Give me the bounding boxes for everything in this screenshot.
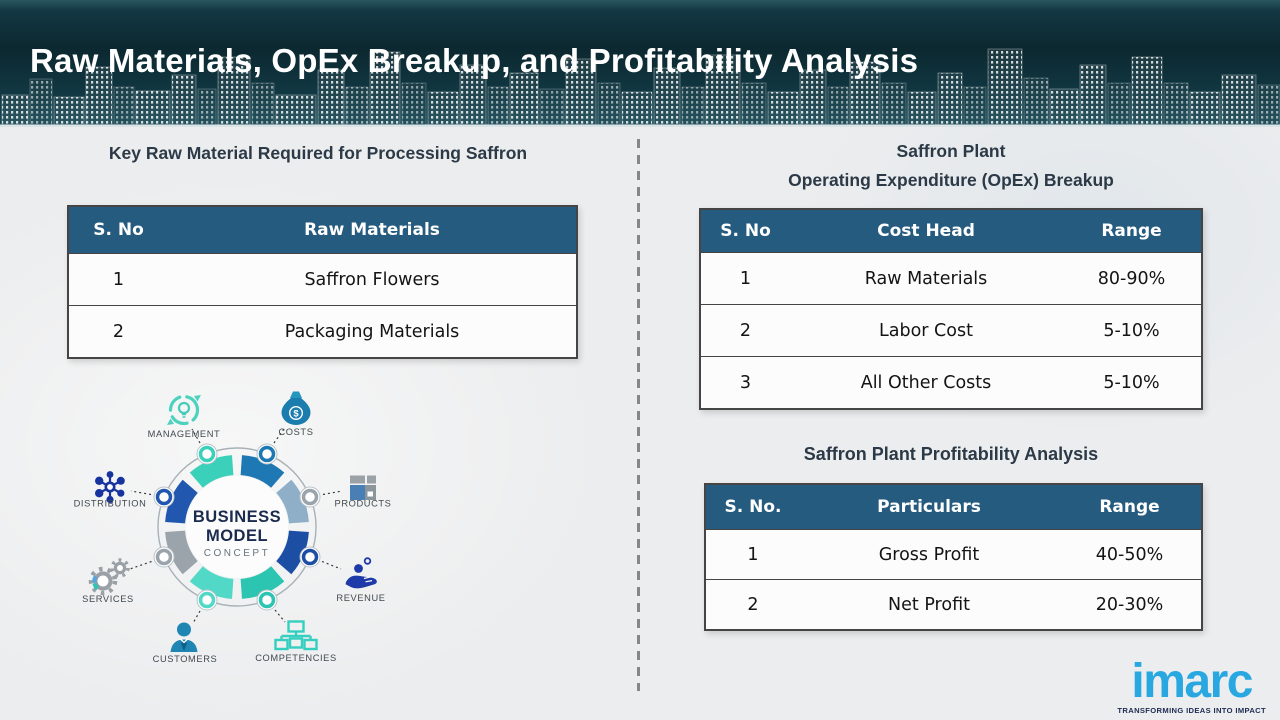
services-label: SERVICES	[82, 594, 134, 604]
column-header-range: Range	[1062, 209, 1202, 253]
cell-cost-head: Raw Materials	[790, 253, 1062, 305]
raw-materials-table	[67, 205, 578, 359]
column-header-range: Range	[1058, 484, 1202, 530]
column-header-sno: S. No	[68, 206, 168, 254]
cell-range: 20-30%	[1058, 580, 1202, 631]
table-header-row	[68, 206, 577, 254]
opex-table	[699, 208, 1203, 410]
opex-title	[662, 137, 1240, 195]
opex-title-line1: Saffron Plant	[896, 141, 1006, 161]
page-title: Raw Materials, OpEx Breakup, and Profitability Analysis	[30, 42, 919, 79]
gears-icon	[91, 560, 128, 593]
cell-raw-material: Packaging Materials	[168, 306, 577, 359]
table-header-row	[700, 209, 1202, 253]
package-box-icon	[350, 476, 376, 501]
table-header-row	[705, 484, 1202, 530]
cell-range: 80-90%	[1062, 253, 1202, 305]
imarc-logo	[1117, 655, 1266, 715]
column-header-raw-materials: Raw Materials	[168, 206, 577, 254]
competencies-label: COMPETENCIES	[255, 653, 337, 663]
cell-range: 5-10%	[1062, 357, 1202, 410]
diagram-center-line2: MODEL	[205, 527, 269, 545]
cell-sno: 3	[700, 357, 790, 410]
money-bag-icon	[282, 392, 311, 426]
cycle-lightbulb-icon	[166, 392, 202, 428]
column-header-particulars: Particulars	[800, 484, 1058, 530]
table-row	[705, 580, 1202, 631]
table-row	[705, 530, 1202, 580]
hand-coins-icon	[346, 558, 377, 588]
profitability-table	[704, 483, 1203, 631]
table-row	[68, 306, 577, 359]
cell-sno: 1	[705, 530, 800, 580]
distribution-label: DISTRIBUTION	[73, 498, 147, 509]
costs-label: COSTS	[278, 427, 314, 437]
cell-range: 5-10%	[1062, 305, 1202, 357]
cell-cost-head: All Other Costs	[790, 357, 1062, 410]
cell-particulars: Net Profit	[800, 580, 1058, 631]
cell-particulars: Gross Profit	[800, 530, 1058, 580]
cell-raw-material: Saffron Flowers	[168, 254, 577, 306]
table-row	[700, 253, 1202, 305]
cell-sno: 2	[705, 580, 800, 631]
opex-title-line2: Operating Expenditure (OpEx) Breakup	[788, 170, 1114, 190]
svg-text:$: $	[293, 408, 299, 420]
revenue-label: REVENUE	[336, 593, 386, 603]
diagram-center-line3: CONCEPT	[203, 548, 271, 559]
imarc-tagline: TRANSFORMING IDEAS INTO IMPACT	[1117, 706, 1266, 715]
products-label: PRODUCTS	[334, 498, 392, 509]
cell-cost-head: Labor Cost	[790, 305, 1062, 357]
cell-range: 40-50%	[1058, 530, 1202, 580]
cell-sno: 1	[68, 254, 168, 306]
person-icon	[171, 623, 198, 653]
raw-materials-title: Key Raw Material Required for Processing Saffron	[108, 143, 528, 163]
business-model-diagram	[50, 372, 400, 677]
column-header-sno: S. No	[700, 209, 790, 253]
column-header-sno: S. No.	[705, 484, 800, 530]
column-header-cost-head: Cost Head	[790, 209, 1062, 253]
management-label: MANAGEMENT	[147, 429, 221, 439]
table-row	[700, 305, 1202, 357]
customers-label: CUSTOMERS	[152, 654, 218, 664]
table-row	[700, 357, 1202, 410]
org-chart-icon	[276, 622, 317, 650]
profitability-title: Saffron Plant Profitability Analysis	[803, 444, 1099, 464]
cell-sno: 1	[700, 253, 790, 305]
diagram-center-line1: BUSINESS	[192, 508, 282, 526]
cell-sno: 2	[700, 305, 790, 357]
cell-sno: 2	[68, 306, 168, 359]
imarc-logo-text: imarc	[1131, 655, 1252, 708]
header-banner	[0, 0, 1280, 127]
section-divider	[637, 139, 640, 691]
table-row	[68, 254, 577, 306]
